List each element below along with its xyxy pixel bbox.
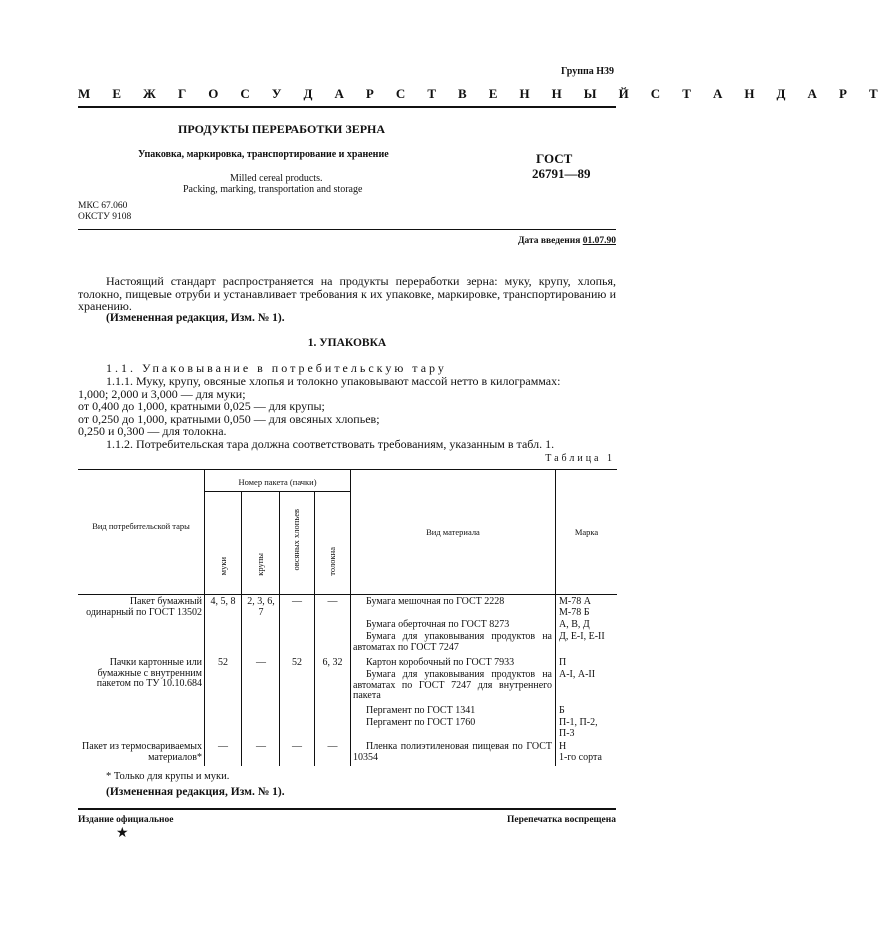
row1-mark-1: М-78 А М-78 Б bbox=[559, 596, 591, 618]
row3-oat: — bbox=[292, 741, 302, 752]
introduction-date bbox=[518, 236, 616, 246]
row2-mark-4: П-1, П-2, П-3 bbox=[559, 717, 598, 739]
col-line bbox=[555, 469, 556, 766]
row2-mark-1: П bbox=[559, 657, 567, 668]
reprint-prohibited: Перепечатка воспрещена bbox=[506, 815, 616, 825]
header-material: Вид материала bbox=[426, 527, 480, 537]
intro-paragraph: Настоящий стандарт распространяется на продукты переработки зерна: муку, крупу, хлопья, толокно, пищевые отруби и устанавливает требования к их упаковке, маркировке, транспортированию и хранению. bbox=[78, 274, 616, 313]
header-tolokno: толокна bbox=[327, 547, 337, 576]
row3-container: Пакет из термосвариваемых материалов* bbox=[82, 741, 202, 763]
row1-container: Пакет бумажный одинарный по ГОСТ 13502 bbox=[86, 596, 202, 618]
section-title: 1. УПАКОВКА bbox=[307, 337, 387, 349]
row2-material-3: Пергамент по ГОСТ 1341 bbox=[366, 705, 476, 716]
table-number: Таблица 1 bbox=[545, 453, 615, 464]
row1-material-3: Бумага для упаковывания продуктов на автоматах по ГОСТ 7247 bbox=[353, 631, 552, 653]
row2-material-2: Бумага для упаковывания продуктов на автоматах по ГОСТ 7247 для внутреннего пакета bbox=[353, 669, 552, 701]
row2-tolokno: 6, 32 bbox=[322, 657, 343, 668]
english-subtitle: Packing, marking, transportation and storage bbox=[183, 184, 363, 195]
row1-flour: 4, 5, 8 bbox=[210, 596, 236, 607]
date-label: Дата введения bbox=[517, 236, 581, 246]
row1-groats: 2, 3, 6, 7 bbox=[247, 596, 275, 618]
english-title: Milled cereal products. bbox=[230, 173, 323, 184]
mass-line-oat: от 0,250 до 1,000, кратными 0,050 — для овсяных хлопьев; bbox=[78, 412, 380, 426]
star-icon: ★ bbox=[116, 826, 129, 841]
row1-material-1: Бумага мешочная по ГОСТ 2228 bbox=[366, 596, 505, 607]
mks-code: МКС 67.060 bbox=[78, 201, 128, 211]
mass-line-tolokno: 0,250 и 0,300 — для толокна. bbox=[78, 424, 227, 438]
mass-line-flour: 1,000; 2,000 и 3,000 — для муки; bbox=[78, 387, 246, 401]
row1-mark-2: А, В, Д bbox=[559, 619, 590, 630]
row3-mark-1: Н 1-го сорта bbox=[559, 741, 602, 763]
row2-mark-3: Б bbox=[559, 705, 565, 716]
row2-flour: 52 bbox=[218, 657, 228, 668]
date-value: 01.07.90 bbox=[582, 236, 616, 246]
okstu-code: ОКСТУ 9108 bbox=[78, 212, 132, 222]
doc-subtitle: Упаковка, маркировка, транспортирование и хранение bbox=[138, 149, 389, 160]
col-line bbox=[241, 491, 242, 766]
clause-1-1: 1.1. Упаковывание в потребительскую тару bbox=[106, 361, 447, 375]
edit-note-2: (Измененная редакция, Изм. № 1). bbox=[106, 786, 285, 798]
gost-number: 26791—89 bbox=[532, 166, 591, 181]
clause-1-1-1: 1.1.1. Муку, крупу, овсяные хлопья и толокно упаковывают массой нетто в килограммах: bbox=[106, 374, 561, 388]
row2-oat: 52 bbox=[292, 657, 302, 668]
clause-1-1-2: 1.1.2. Потребительская тара должна соответствовать требованиям, указанным в табл. 1. bbox=[106, 437, 555, 451]
col-line bbox=[279, 491, 280, 766]
table-header-bottom-line bbox=[78, 594, 617, 595]
header-rule bbox=[78, 229, 616, 230]
mass-line-groats: от 0,400 до 1,000, кратными 0,025 — для крупы; bbox=[78, 399, 325, 413]
row2-mark-2: А-I, А-II bbox=[559, 669, 596, 680]
doc-title: ПРОДУКТЫ ПЕРЕРАБОТКИ ЗЕРНА bbox=[178, 122, 386, 136]
gost-designation bbox=[532, 151, 591, 181]
row1-material-2: Бумага оберточная по ГОСТ 8273 bbox=[366, 619, 510, 630]
edit-note: (Измененная редакция, Изм. № 1). bbox=[106, 312, 285, 324]
row1-tolokno: — bbox=[327, 596, 338, 607]
gost-label: ГОСТ bbox=[536, 151, 573, 166]
row1-oat: — bbox=[292, 596, 302, 607]
official-edition: Издание официальное bbox=[78, 815, 174, 825]
row2-material-1: Картон коробочный по ГОСТ 7933 bbox=[366, 657, 515, 668]
col-line bbox=[204, 469, 205, 766]
interstate-standard-banner: М Е Ж Г О С У Д А Р С Т В Е Н Н Ы Й С Т А Н Д А Р Т bbox=[78, 86, 887, 101]
header-packet-number: Номер пакета (пачки) bbox=[238, 477, 317, 487]
header-mark: Марка bbox=[574, 527, 599, 537]
group-code: Группа Н39 bbox=[561, 66, 614, 77]
row2-material-4: Пергамент по ГОСТ 1760 bbox=[366, 717, 476, 728]
classification-codes bbox=[78, 201, 131, 223]
packet-subheader-line bbox=[204, 491, 350, 492]
header-flour: муки bbox=[218, 557, 228, 576]
top-rule bbox=[78, 106, 616, 108]
row2-groats: — bbox=[256, 657, 266, 668]
header-oat-flakes: овсяных хлопьев bbox=[291, 509, 301, 571]
row3-material-1: Пленка полиэтиленовая пищевая по ГОСТ 10354 bbox=[353, 741, 552, 763]
table-footnote: * Только для крупы и муки. bbox=[106, 771, 230, 782]
col-line bbox=[314, 491, 315, 766]
row2-container: Пачки картонные или бумажные с внутренним пакетом по ТУ 10.10.684 bbox=[96, 657, 202, 689]
col-line bbox=[350, 469, 351, 766]
row3-groats: — bbox=[256, 741, 266, 752]
row3-flour: — bbox=[218, 741, 228, 752]
header-container-type: Вид потребительской тары bbox=[92, 521, 190, 531]
packaging-table bbox=[78, 469, 617, 766]
row3-tolokno: — bbox=[327, 741, 338, 752]
footer-rule bbox=[78, 808, 616, 810]
table-top-line bbox=[78, 469, 617, 470]
row1-mark-3: Д, Е-I, Е-II bbox=[559, 631, 605, 642]
header-groats: крупы bbox=[255, 553, 265, 576]
